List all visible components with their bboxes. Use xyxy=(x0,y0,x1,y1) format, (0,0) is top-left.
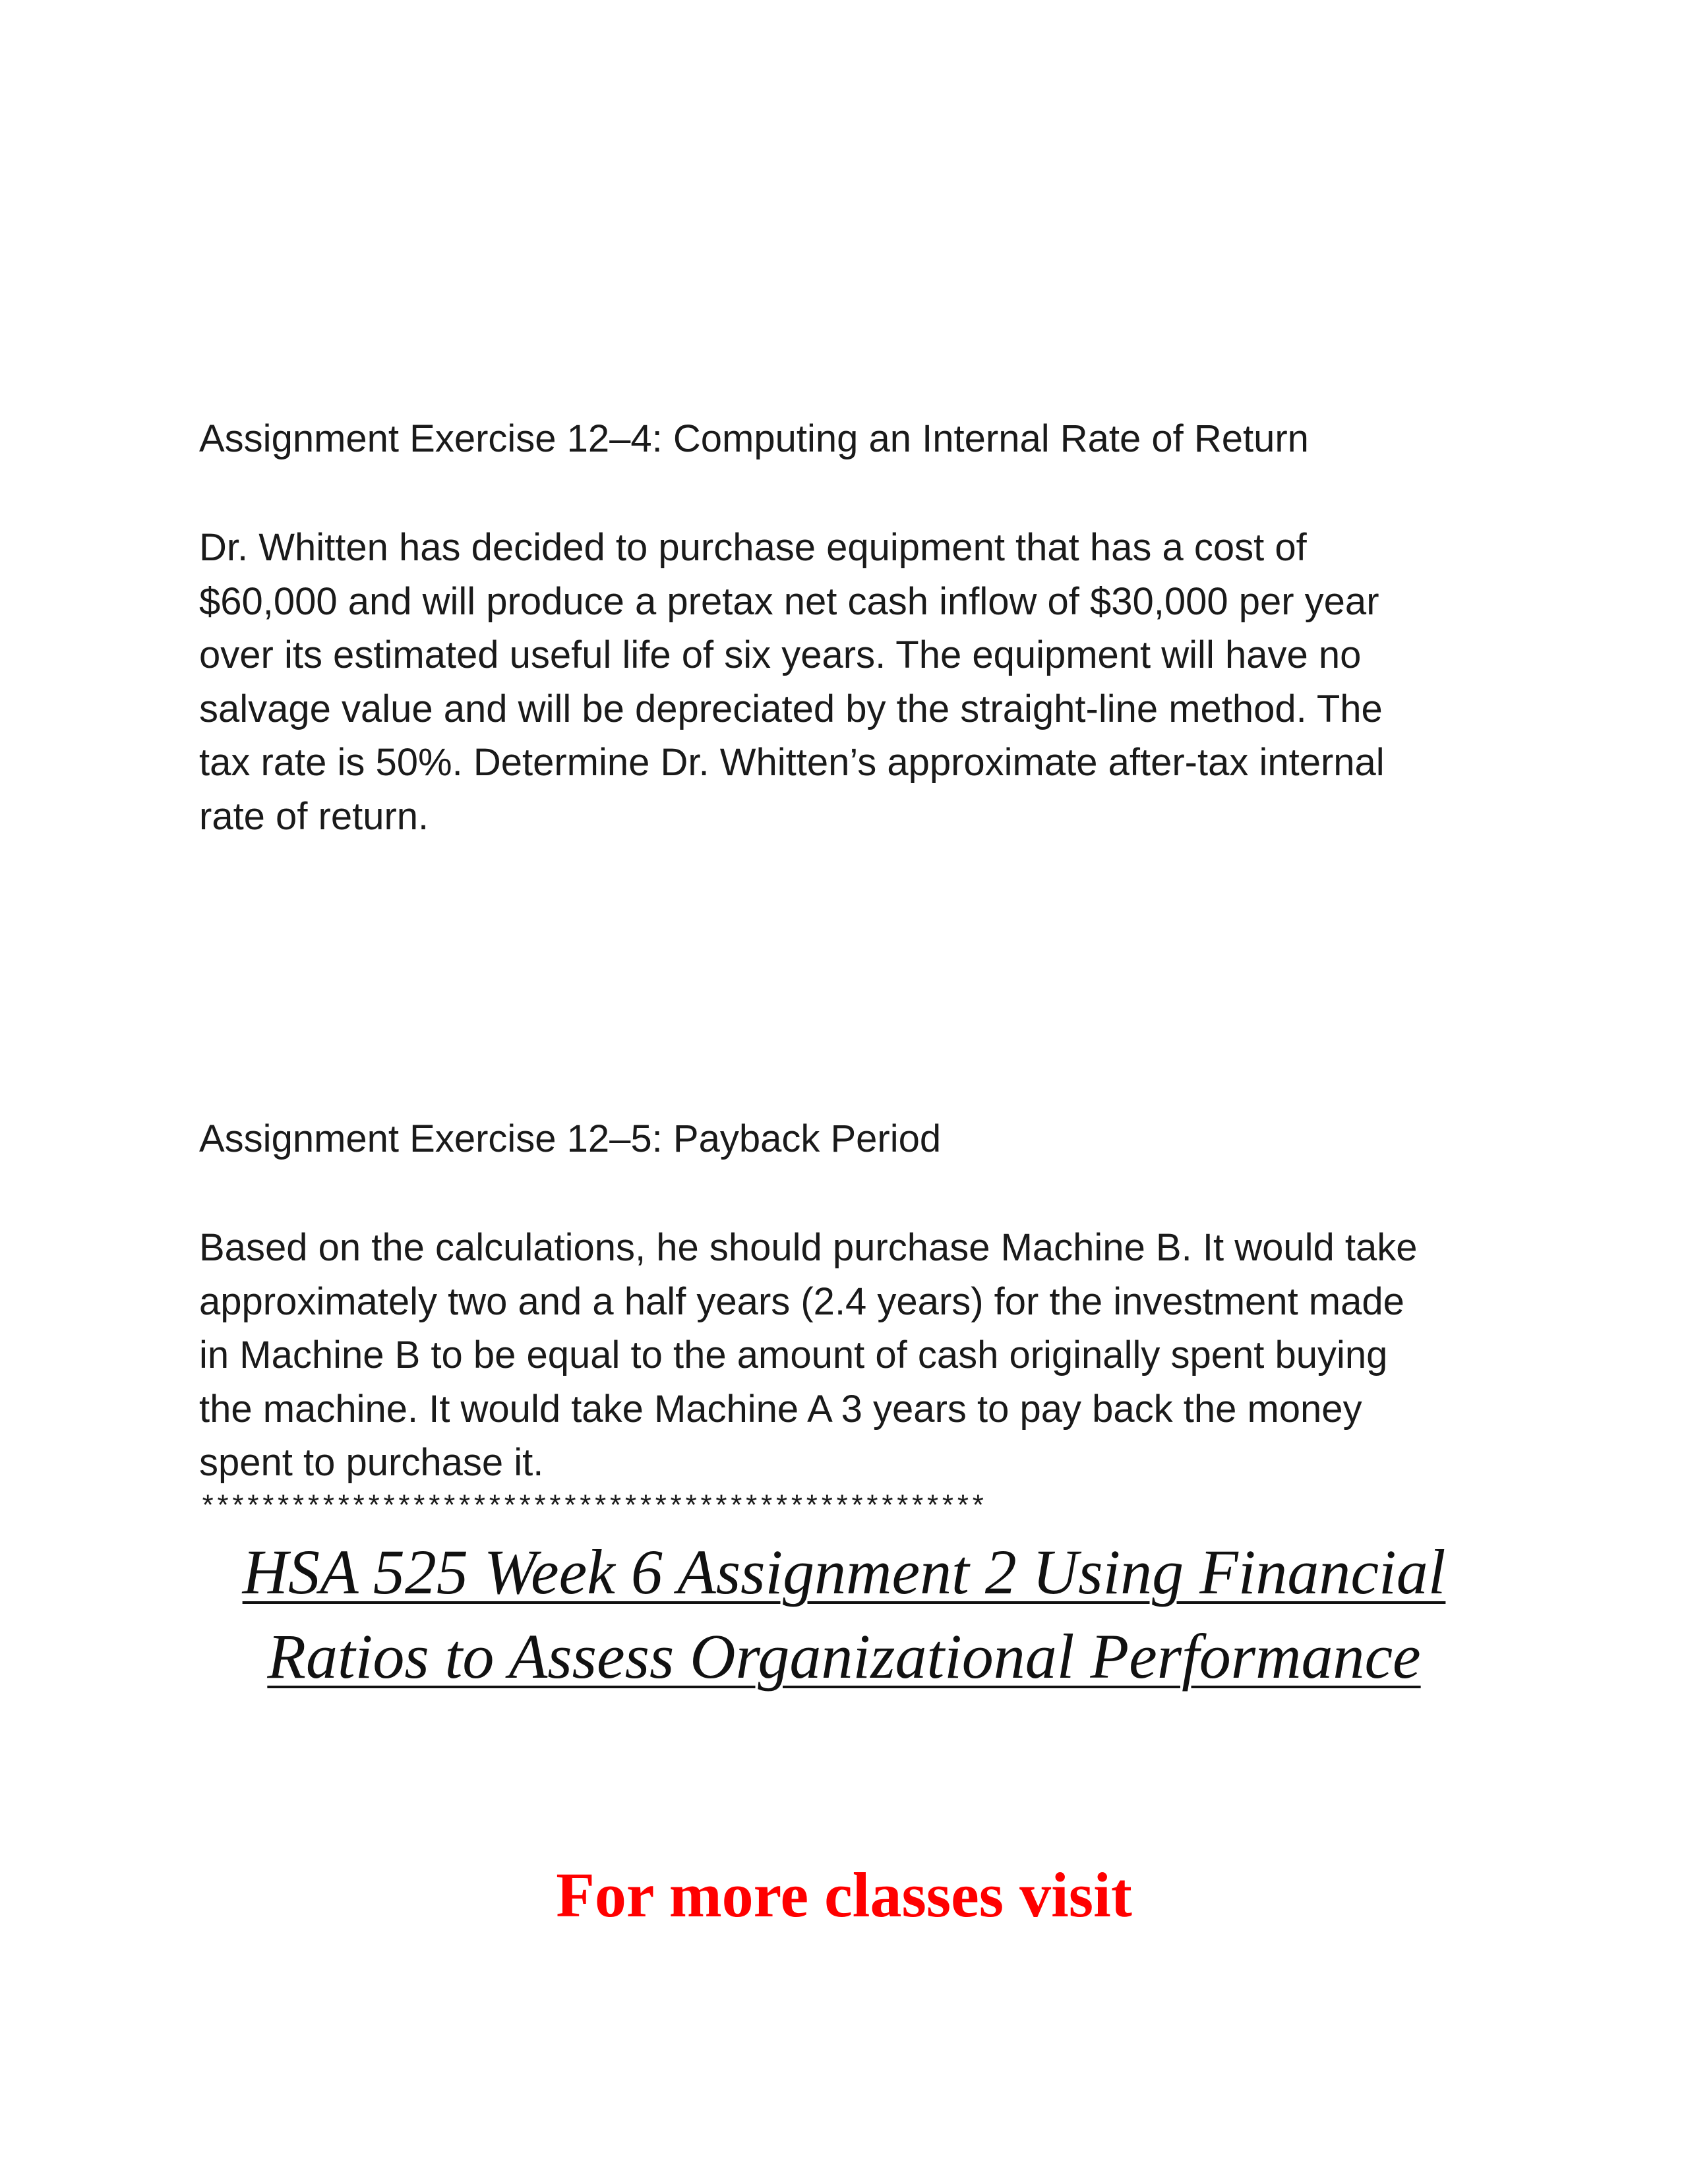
body-line: in Machine B to be equal to the amount of cash originally spent buying xyxy=(199,1334,1388,1376)
next-assignment-title-link-line-1[interactable]: HSA 525 Week 6 Assignment 2 Using Financial xyxy=(242,1537,1446,1607)
exercise-12-4-heading: Assignment Exercise 12–4: Computing an Internal Rate of Return xyxy=(199,417,1309,460)
body-line: $60,000 and will produce a pretax net cash inflow of $30,000 per year xyxy=(199,579,1379,623)
promo-text: For more classes visit xyxy=(556,1860,1132,1930)
body-line: tax rate is 50%. Determine Dr. Whitten’s approximate after-tax internal xyxy=(199,741,1385,784)
exercise-12-5-body xyxy=(199,1221,1518,1490)
body-line: rate of return. xyxy=(199,794,429,838)
body-line: the machine. It would take Machine A 3 years to pay back the money xyxy=(199,1387,1362,1431)
next-assignment-title-link-line-2[interactable]: Ratios to Assess Organizational Performance xyxy=(267,1621,1421,1692)
exercise-12-4-body xyxy=(199,521,1518,843)
body-line: over its estimated useful life of six years. The equipment will have no xyxy=(199,634,1362,676)
body-line: salvage value and will be depreciated by the straight-line method. The xyxy=(199,687,1383,730)
body-line: approximately two and a half years (2.4 years) for the investment made xyxy=(199,1280,1404,1323)
body-line: Based on the calculations, he should purchase Machine B. It would take xyxy=(199,1226,1418,1269)
asterisk-separator: **************************************************** xyxy=(199,1492,985,1525)
body-line: Dr. Whitten has decided to purchase equipment that has a cost of xyxy=(199,526,1307,569)
exercise-12-5-heading: Assignment Exercise 12–5: Payback Period xyxy=(199,1117,942,1160)
body-line: spent to purchase it. xyxy=(199,1441,544,1484)
